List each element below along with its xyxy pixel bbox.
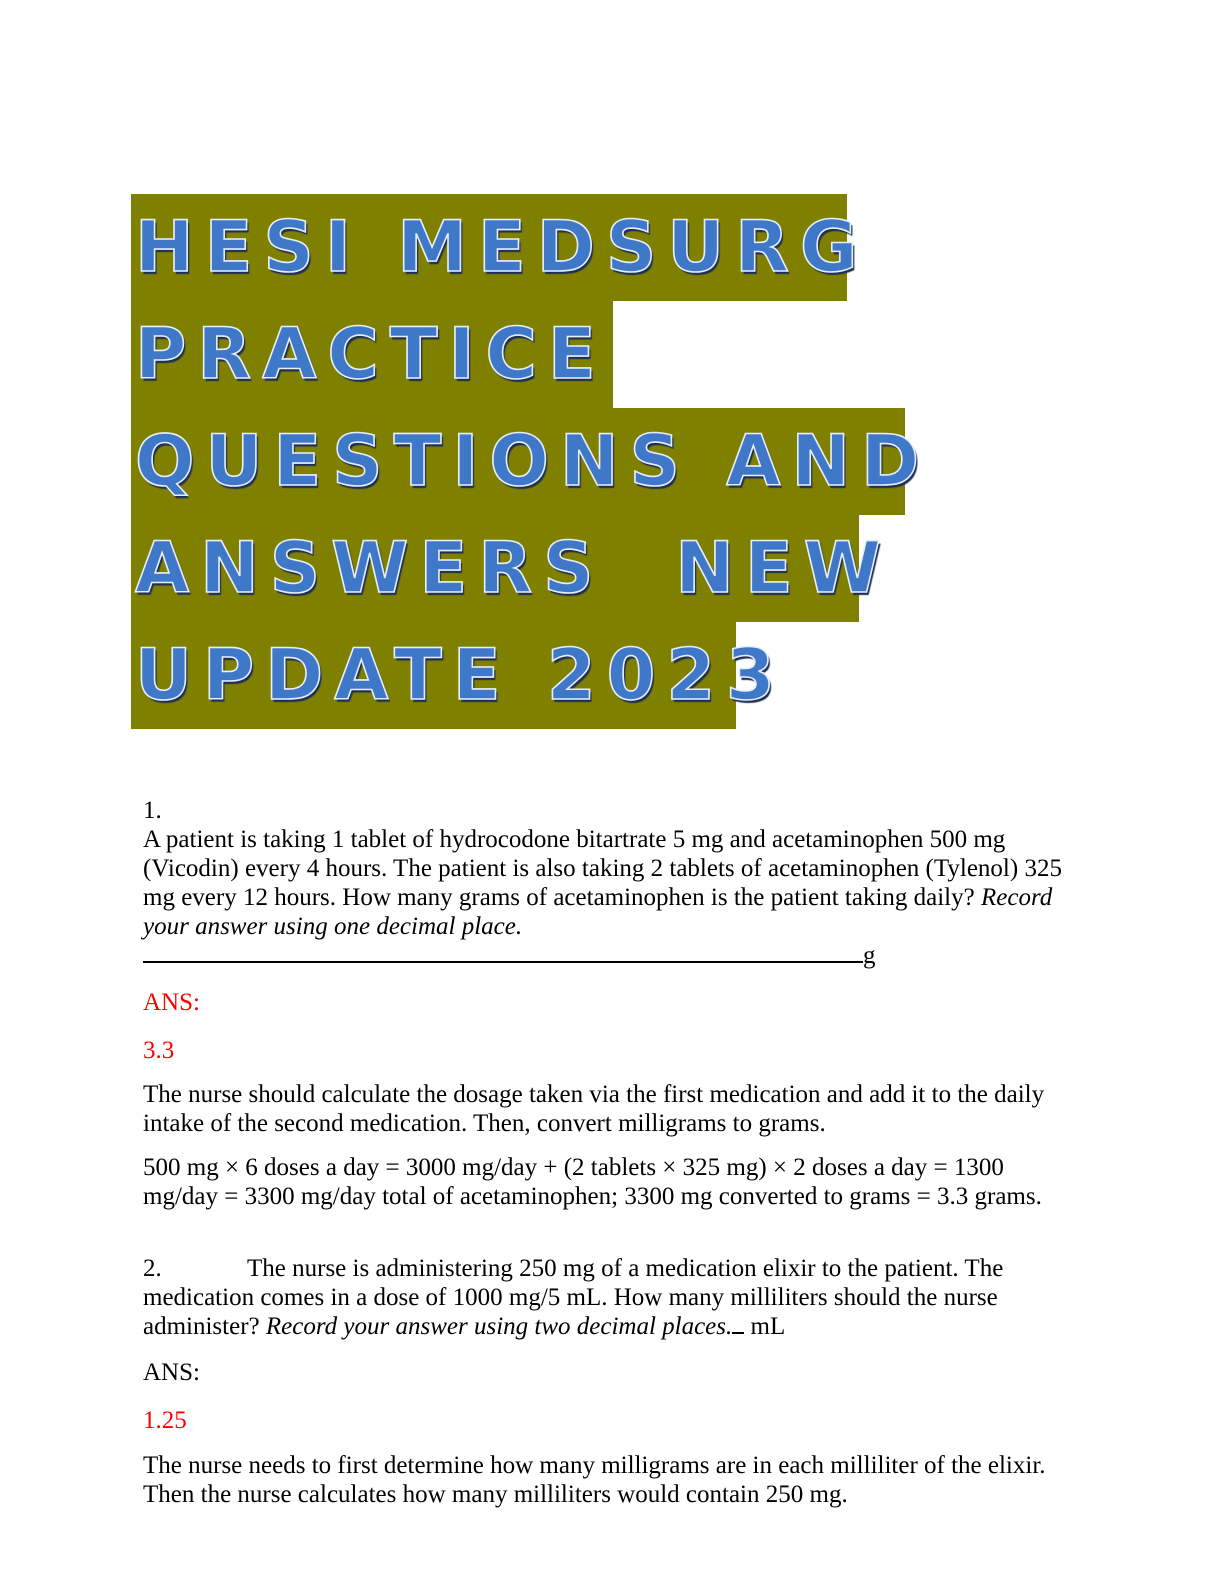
title-line-3: QUESTIONS AND: [131, 408, 905, 515]
question-1-calculation: 500 mg × 6 doses a day = 3000 mg/day + (2 tablets × 325 mg) × 2 doses a day = 1300 mg/day = 3300 mg/day total of acetaminophen; 3300 mg converted to grams = 3.3 grams.: [143, 1154, 1042, 1210]
question-2-unit: mL: [744, 1313, 786, 1340]
title-line-2: PRACTICE: [131, 301, 613, 408]
question-1-explanation: The nurse should calculate the dosage taken via the first medication and add it to the daily intake of the second medication. Then, convert milligrams to grams.: [143, 1081, 1045, 1137]
answer-blank-short: [732, 1312, 744, 1334]
question-1-answer-value: 3.3: [143, 1037, 175, 1064]
question-1-prompt: A patient is taking 1 tablet of hydrocodone bitartrate 5 mg and acetaminophen 500 mg (Vicodin) every 4 hours. The patient is also taking 2 tablets of acetaminophen (Tylenol) 325 mg every 12 hours. How many grams of acetaminophen is the patient taking daily?: [143, 826, 1062, 911]
question-1-unit: g: [863, 942, 876, 969]
title-line-5: UPDATE 2023: [131, 622, 736, 729]
title-line-4: ANSWERS NEW: [131, 515, 859, 622]
question-2-answer-label: ANS:: [143, 1359, 200, 1386]
question-1-instruction: Record your answer using one decimal place.: [143, 884, 1053, 940]
answer-blank-line: [143, 941, 863, 963]
question-1-answer-label: ANS:: [143, 989, 200, 1016]
question-2-prompt: The nurse is administering 250 mg of a medication elixir to the patient. The medication comes in a dose of 1000 mg/5 mL. How many milliliters should the nurse administer?: [143, 1255, 1004, 1340]
question-2-text: [143, 1254, 1083, 1341]
question-2-instruction: Record your answer using two decimal places.: [265, 1313, 733, 1340]
title-line-1: HESI MEDSURG: [131, 194, 847, 301]
question-1-text: [143, 825, 1083, 970]
question-1-number: 1.: [143, 797, 162, 824]
question-2-answer-value: 1.25: [143, 1407, 187, 1434]
question-2-explanation: The nurse needs to first determine how many milligrams are in each milliliter of the elixir. Then the nurse calculates how many milliliters would contain 250 mg.: [143, 1452, 1046, 1508]
question-2-number: 2.: [143, 1255, 162, 1282]
